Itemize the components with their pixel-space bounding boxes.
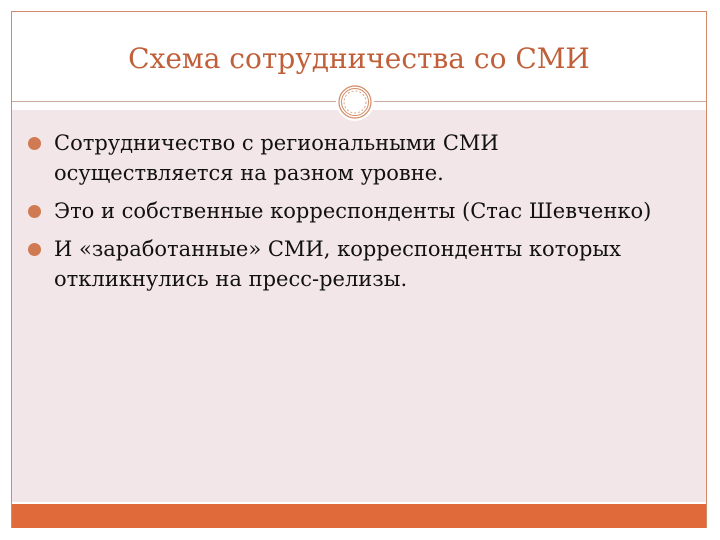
slide-title: Схема сотрудничества со СМИ <box>128 42 590 75</box>
bullet-dot-icon <box>28 137 41 150</box>
bullet-text: Сотрудничество с региональными СМИ осуществляется на разном уровне. <box>54 131 499 185</box>
bullet-dot-icon <box>28 205 41 218</box>
circle-wreath-icon <box>335 82 375 122</box>
bullet-item <box>24 234 664 294</box>
bullet-item <box>24 196 664 226</box>
bullet-text: Это и собственные корреспонденты (Стас Шевченко) <box>54 199 652 223</box>
bullet-text: И «заработанные» СМИ, корреспонденты которых откликнулись на пресс-релизы. <box>54 237 621 291</box>
bullet-item <box>24 128 664 188</box>
bottom-accent-bar <box>12 504 706 528</box>
bullet-list <box>24 128 664 302</box>
bullet-dot-icon <box>28 243 41 256</box>
